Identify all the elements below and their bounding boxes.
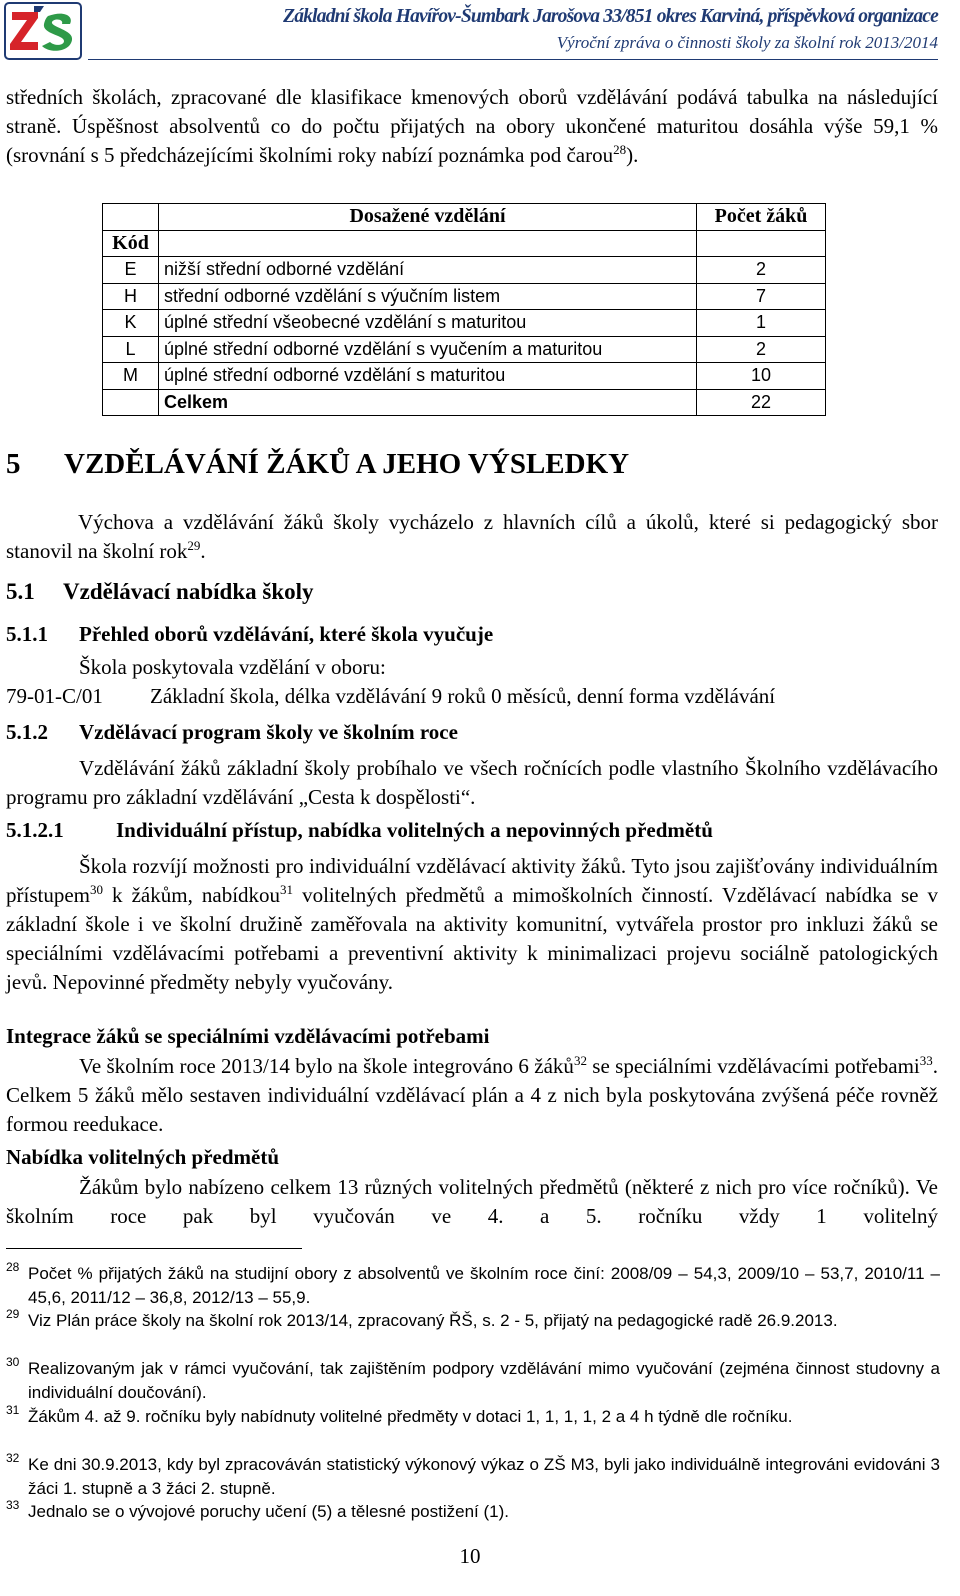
section-title: Vzdělávací nabídka školy [63, 579, 314, 604]
paragraph-text: volitelných předmětů a mimoškolních činností. Vzdělávací nabídka se v základní škole i ve školní družině zaměřovala na aktivity komunitní, vytvářela prostor pro inkluzi žáků se speciálními vzdělávacími potřebami a preventivní aktivity k minimalizaci projevu sociálně patologických jevů. Nepovinné předměty nebyly vyučovány. [6, 883, 938, 994]
section-5-text-end: . [200, 539, 206, 563]
footnote [6, 1500, 940, 1524]
footnote-number: 29 [6, 1307, 20, 1321]
table-header-spacer [697, 230, 826, 257]
row-name: střední odborné vzdělání s výučním listem [159, 283, 697, 310]
section-number: 5.1.1 [6, 622, 48, 646]
row-count: 1 [697, 310, 826, 337]
table-header-count: Počet žáků [697, 204, 826, 231]
footnote-separator [6, 1248, 302, 1249]
paragraph-text: Ve školním roce 2013/14 bylo na škole integrováno 6 žáků [79, 1054, 574, 1078]
integration-paragraph [6, 1052, 938, 1139]
footnote-ref[interactable]: 31 [280, 882, 294, 897]
footnote-ref[interactable]: 32 [573, 1053, 587, 1068]
footnote [6, 1262, 940, 1309]
footnote-number: 31 [6, 1403, 20, 1417]
footnote [6, 1309, 940, 1333]
footnote-ref[interactable]: 28 [613, 142, 627, 157]
intro-text-end: ). [626, 143, 639, 167]
footnote-text: Viz Plán práce školy na školní rok 2013/14, zpracovaný ŘŠ, s. 2 - 5, přijatý na pedagogické radě 26.9.2013. [28, 1311, 838, 1330]
row-name: nižší střední odborné vzdělání [159, 257, 697, 284]
section-5-1-2-paragraph: Vzdělávání žáků základní školy probíhalo ve všech ročnících podle vlastního Školního vzdělávacího programu pro základní vzdělávání „Cesta k dospělosti“. [6, 756, 938, 809]
section-title: Individuální přístup, nabídka volitelných a nepovinných předmětů [116, 818, 713, 842]
electives-paragraph: Žákům bylo nabízeno celkem 13 různých volitelných předmětů (některé z nich pro více ročníků). Ve školním roce pak byl vyučován ve 4. a 5. ročníku vždy 1 volitelný [6, 1175, 938, 1228]
section-5-1-2-1-paragraph [6, 852, 938, 997]
education-table [102, 203, 826, 416]
footnote-text: Počet % přijatých žáků na studijní obory z absolventů ve školním roce činí: 2008/09 – 54,3, 2009/10 – 53,7, 2010/11 – 45,6, 2011/12 – 36,8, 2012/13 – 55,9. [28, 1264, 940, 1307]
footnote-number: 32 [6, 1451, 20, 1465]
footnote-text: Žákům 4. až 9. ročníku byly nabídnuty volitelné předměty v dotaci 1, 1, 1, 1, 2 a 4 h týdně dle ročníku. [28, 1407, 793, 1426]
footnote-number: 30 [6, 1355, 20, 1369]
section-title: Vzdělávací program školy ve školním roce [79, 720, 458, 744]
electives-heading: Nabídka volitelných předmětů [6, 1145, 280, 1169]
row-name: úplné střední všeobecné vzdělání s maturitou [159, 310, 697, 337]
table-row [103, 310, 826, 337]
section-5-paragraph [6, 508, 938, 566]
table-header-education: Dosažené vzdělání [159, 204, 697, 231]
row-code: M [103, 363, 159, 390]
section-title: VZDĚLÁVÁNÍ ŽÁKŮ A JEHO VÝSLEDKY [64, 448, 630, 480]
paragraph-text: . Celkem 5 žáků mělo sestaven individuální vzdělávací plán a 4 z nich byla poskytována zvýšená péče rovněž formou reedukace. [6, 1054, 938, 1136]
section-5-1-heading [6, 579, 314, 605]
section-number: 5 [6, 448, 21, 480]
section-5-1-1-heading [6, 622, 493, 647]
table-corner [103, 204, 159, 231]
header-title: Základní škola Havířov-Šumbark Jarošova 33/851 okres Karviná, příspěvková organizace [283, 6, 938, 27]
total-code-empty [103, 389, 159, 416]
intro-paragraph [6, 83, 938, 170]
footnote-ref[interactable]: 29 [187, 538, 201, 553]
section-5-text: Výchova a vzdělávání žáků školy vycházelo z hlavních cílů a úkolů, které si pedagogický sbor stanovil na školní rok [6, 510, 938, 563]
row-code: K [103, 310, 159, 337]
table-row [103, 336, 826, 363]
row-code: H [103, 283, 159, 310]
paragraph-text: Škola rozvíjí možnosti pro individuální vzdělávací aktivity žáků. Tyto jsou zajišťovány individuálním přístupem [6, 854, 938, 907]
page-number: 10 [459, 1544, 481, 1568]
footnote-text: Realizovaným jak v rámci vyučování, tak zajištěním podpory vzdělávání mimo vyučování (zejména činnost studovny a individuální doučování). [28, 1359, 940, 1402]
footnote-ref[interactable]: 33 [919, 1053, 933, 1068]
paragraph-text: se speciálními vzdělávacími potřebami [586, 1054, 920, 1078]
total-value: 22 [697, 389, 826, 416]
section-number: 5.1.2 [6, 720, 48, 744]
row-count: 10 [697, 363, 826, 390]
row-count: 2 [697, 336, 826, 363]
section-number: 5.1 [6, 579, 35, 604]
row-count: 7 [697, 283, 826, 310]
footnote-text: Jednalo se o vývojové poruchy učení (5) a tělesné postižení (1). [28, 1502, 509, 1521]
row-name: úplné střední odborné vzdělání s vyučením a maturitou [159, 336, 697, 363]
footnote-ref[interactable]: 30 [90, 882, 103, 897]
school-logo [4, 2, 82, 60]
row-code: L [103, 336, 159, 363]
row-count: 2 [697, 257, 826, 284]
footnote-number: 33 [6, 1498, 20, 1512]
table-header-spacer [159, 230, 697, 257]
program-code: 79-01-C/01 [6, 684, 103, 708]
table-row [103, 283, 826, 310]
offered-program-intro: Škola poskytovala vzdělání v oboru: [79, 655, 386, 679]
total-label: Celkem [159, 389, 697, 416]
integration-heading: Integrace žáků se speciálními vzdělávacími potřebami [6, 1024, 490, 1048]
intro-text: středních školách, zpracované dle klasifikace kmenových oborů vzdělávání podává tabulka na následující straně. Úspěšnost absolventů co do počtu přijatých na obory ukončené maturitou dosáhla výše 59,1 % (srovnání s 5 předcházejícími školními roky nabízí poznámka pod čarou [6, 85, 938, 167]
table-row [103, 257, 826, 284]
header-subtitle: Výroční zpráva o činnosti školy za školní rok 2013/2014 [556, 33, 938, 52]
program-description: Základní škola, délka vzdělávání 9 roků 0 měsíců, denní forma vzdělávání [150, 684, 776, 708]
school-logo-icon [4, 2, 82, 60]
table-row [103, 363, 826, 390]
footnote [6, 1453, 940, 1500]
table-header-code: Kód [103, 230, 159, 257]
row-name: úplné střední odborné vzdělání s maturitou [159, 363, 697, 390]
header-divider [88, 59, 938, 60]
section-5-1-2-heading [6, 720, 458, 745]
footnote-text: Ke dni 30.9.2013, kdy byl zpracováván statistický výkonový výkaz o ZŠ M3, byli jako individuálně integrováni evidováni 3 žáci 1. stupně a 3 žáci 2. stupně. [28, 1455, 940, 1498]
table-total-row [103, 389, 826, 416]
row-code: E [103, 257, 159, 284]
footnote [6, 1357, 940, 1404]
paragraph-text: k žákům, nabídkou [103, 883, 281, 907]
section-title: Přehled oborů vzdělávání, které škola vyučuje [79, 622, 494, 646]
section-5-1-2-1-heading [6, 818, 713, 843]
section-5-heading [6, 448, 629, 481]
footnote-number: 28 [6, 1260, 20, 1274]
footnote [6, 1405, 940, 1429]
section-number: 5.1.2.1 [6, 818, 64, 842]
